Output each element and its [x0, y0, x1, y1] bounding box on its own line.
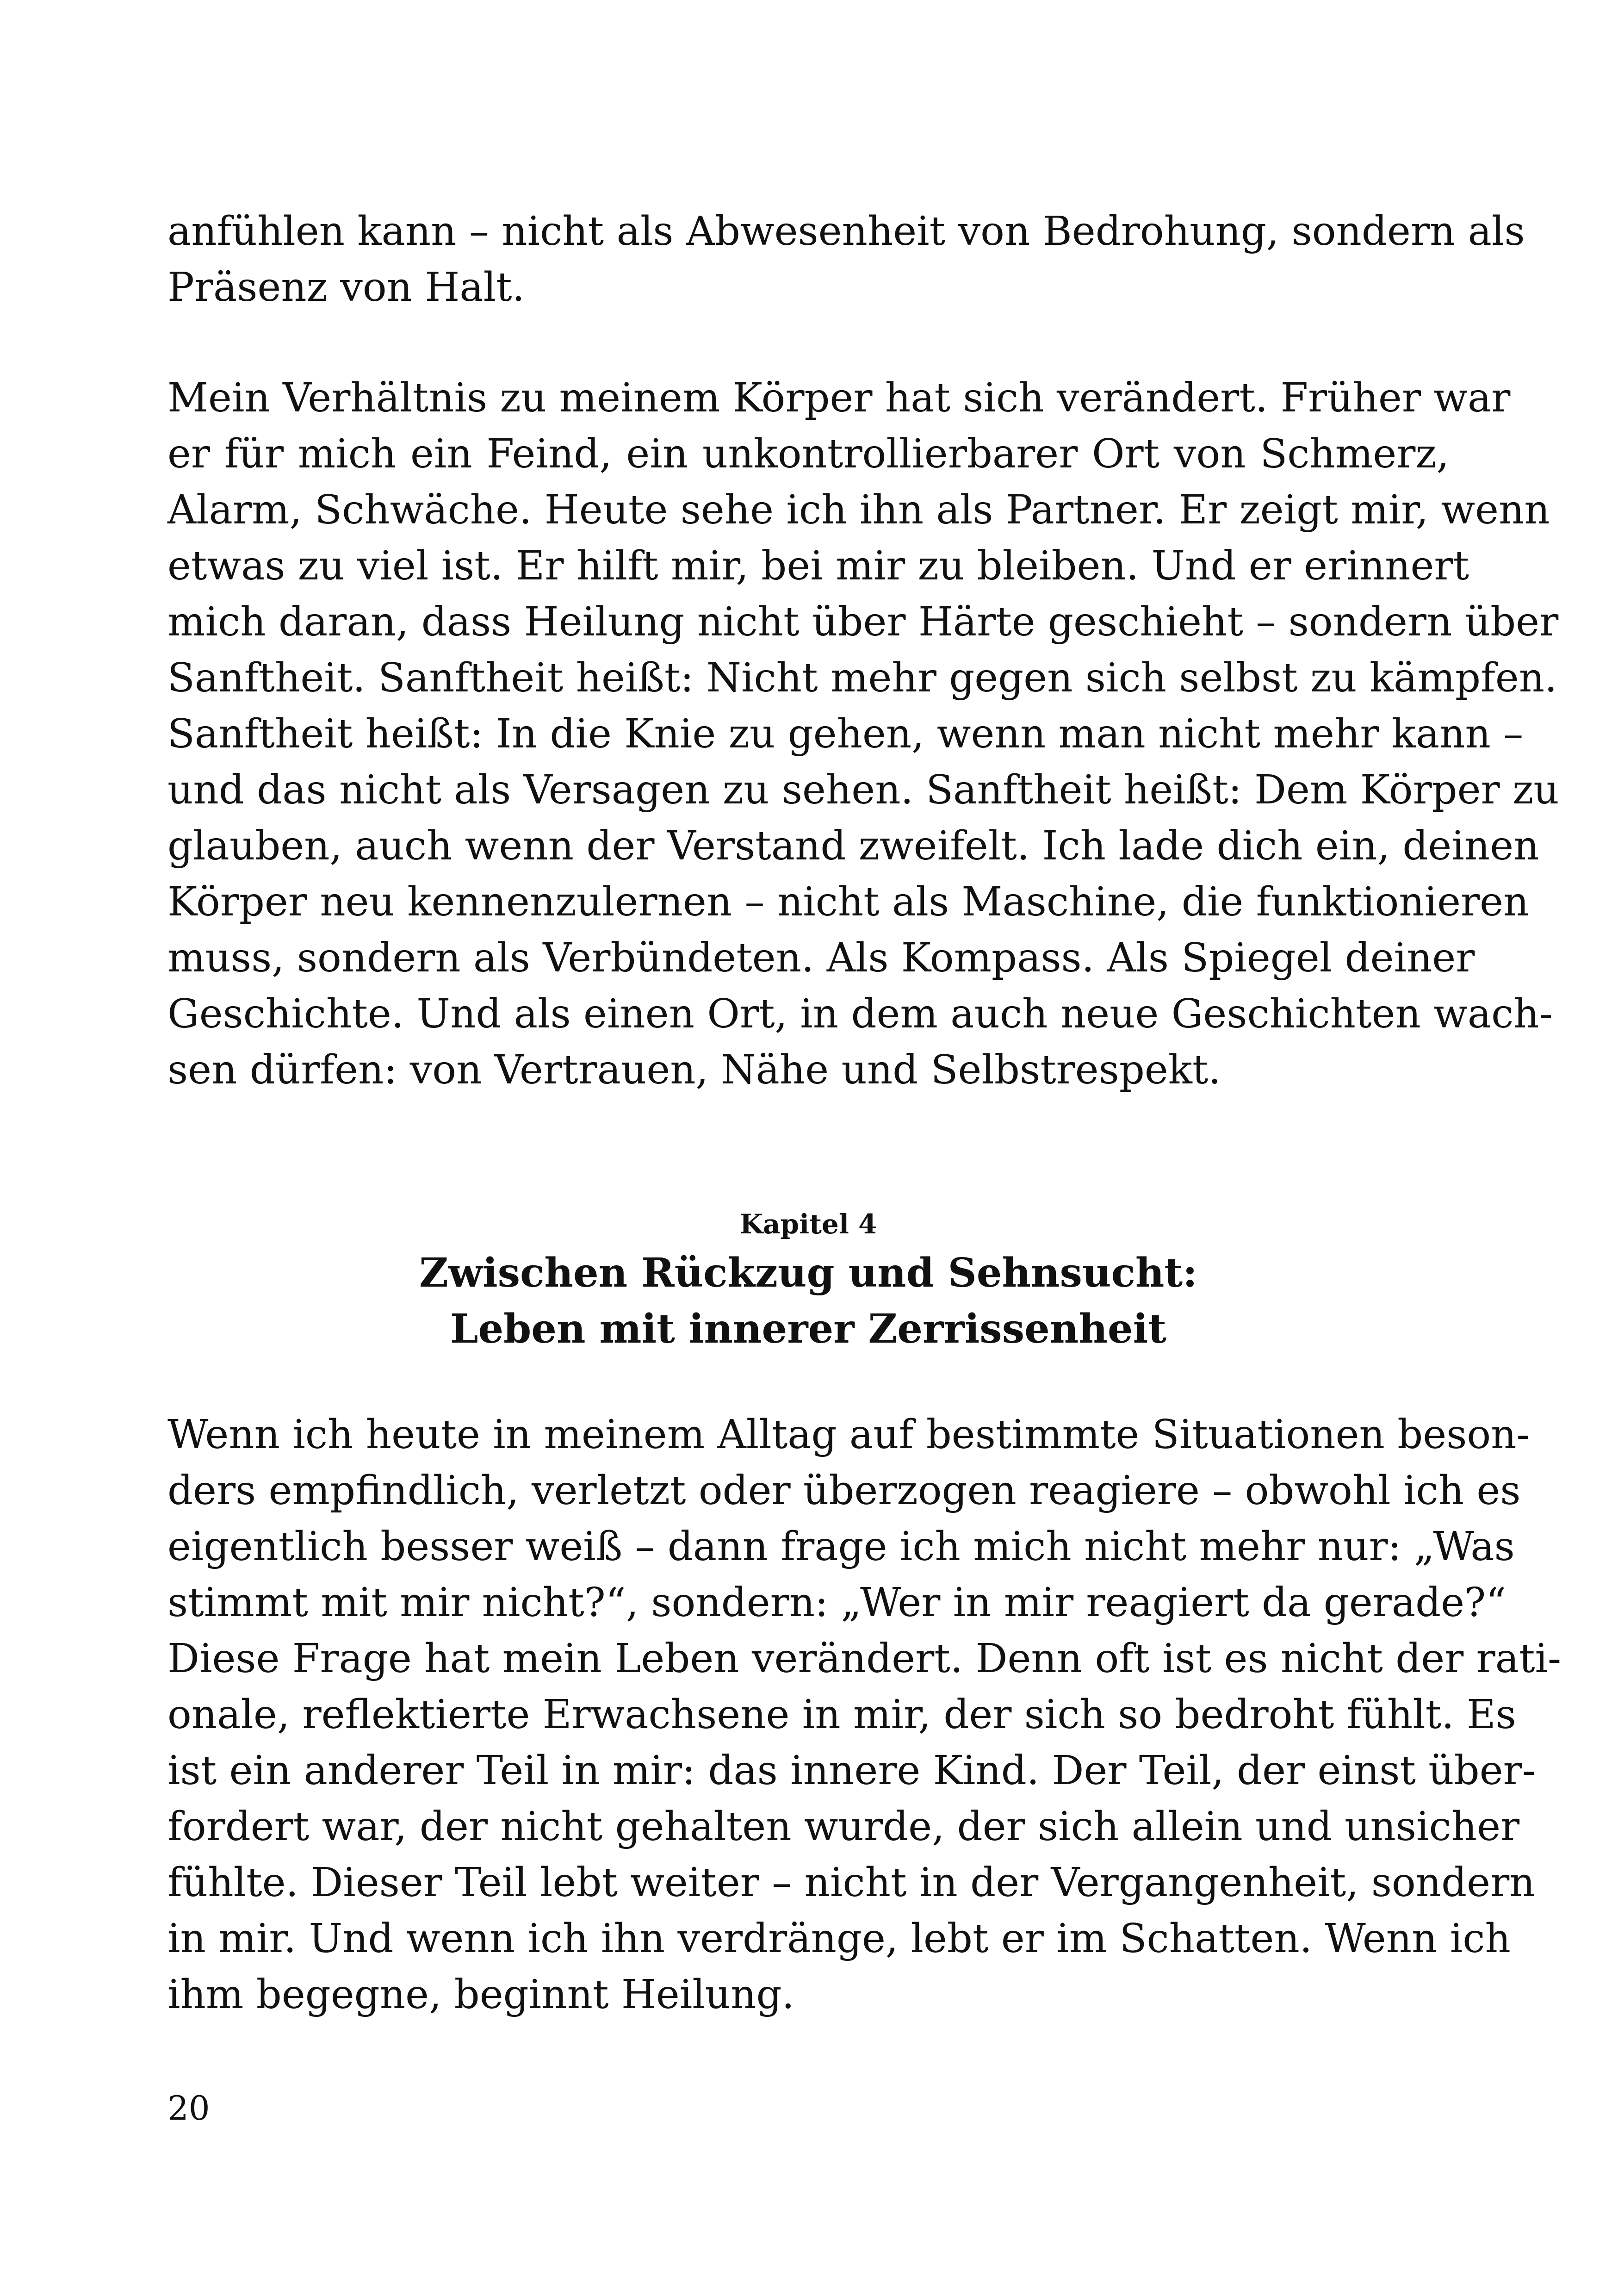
text-line: ist ein anderer Teil in mir: das innere Kind. Der Teil, der einst über-	[167, 1748, 1536, 1794]
text-line: ihm begegne, beginnt Heilung.	[167, 1972, 794, 2018]
chapter-label: Kapitel 4	[739, 1208, 877, 1240]
text-line: etwas zu viel ist. Er hilft mir, bei mir zu bleiben. Und er erinnert	[167, 543, 1469, 589]
text-line: anfühlen kann – nicht als Abwesenheit von Bedrohung, sondern als	[167, 208, 1525, 255]
text-line: Diese Frage hat mein Leben verändert. Denn oft ist es nicht der rati-	[167, 1636, 1562, 1682]
text-line: sen dürfen: von Vertrauen, Nähe und Selbstrespekt.	[167, 1047, 1221, 1093]
text-line: muss, sondern als Verbündeten. Als Kompass. Als Spiegel deiner	[167, 935, 1475, 981]
paragraph-continuation	[167, 204, 1525, 316]
page-number: 20	[167, 2089, 210, 2128]
text-line: stimmt mit mir nicht?“, sondern: „Wer in mir reagiert da gerade?“	[167, 1580, 1506, 1626]
text-line: in mir. Und wenn ich ihn verdränge, lebt er im Schatten. Wenn ich	[167, 1916, 1511, 1962]
text-line: glauben, auch wenn der Verstand zweifelt. Ich lade dich ein, deinen	[167, 823, 1539, 869]
text-line: Wenn ich heute in meinem Alltag auf bestimmte Situationen beson-	[167, 1412, 1530, 1458]
text-line: fordert war, der nicht gehalten wurde, der sich allein und unsicher	[167, 1804, 1520, 1850]
text-line: Alarm, Schwäche. Heute sehe ich ihn als Partner. Er zeigt mir, wenn	[167, 487, 1550, 533]
text-line: Sanftheit heißt: In die Knie zu gehen, wenn man nicht mehr kann –	[167, 711, 1524, 757]
text-line: onale, reflektierte Erwachsene in mir, der sich so bedroht fühlt. Es	[167, 1692, 1516, 1738]
chapter-heading	[167, 1203, 1449, 1357]
chapter-title-line-2: Leben mit innerer Zerrissenheit	[450, 1306, 1167, 1352]
paragraph-inner-child	[167, 1407, 1562, 2023]
text-line: ders empfindlich, verletzt oder überzogen reagiere – obwohl ich es	[167, 1468, 1521, 1514]
paragraph-body-relationship	[167, 370, 1559, 1098]
chapter-title-line-1: Zwischen Rückzug und Sehnsucht:	[419, 1250, 1197, 1296]
text-line: fühlte. Dieser Teil lebt weiter – nicht in der Vergangenheit, sondern	[167, 1860, 1535, 1906]
text-line: eigentlich besser weiß – dann frage ich mich nicht mehr nur: „Was	[167, 1524, 1515, 1570]
text-line: Mein Verhältnis zu meinem Körper hat sich verändert. Früher war	[167, 375, 1511, 421]
text-line: er für mich ein Feind, ein unkontrollierbarer Ort von Schmerz,	[167, 431, 1449, 477]
text-line: Sanftheit. Sanftheit heißt: Nicht mehr gegen sich selbst zu kämpfen.	[167, 655, 1557, 701]
text-line: Körper neu kennenzulernen – nicht als Maschine, die funktionieren	[167, 879, 1529, 925]
text-line: und das nicht als Versagen zu sehen. Sanftheit heißt: Dem Körper zu	[167, 767, 1559, 813]
text-line: mich daran, dass Heilung nicht über Härte geschieht – sondern über	[167, 599, 1559, 645]
text-line: Geschichte. Und als einen Ort, in dem auch neue Geschichten wach-	[167, 991, 1553, 1037]
text-line: Präsenz von Halt.	[167, 264, 525, 311]
